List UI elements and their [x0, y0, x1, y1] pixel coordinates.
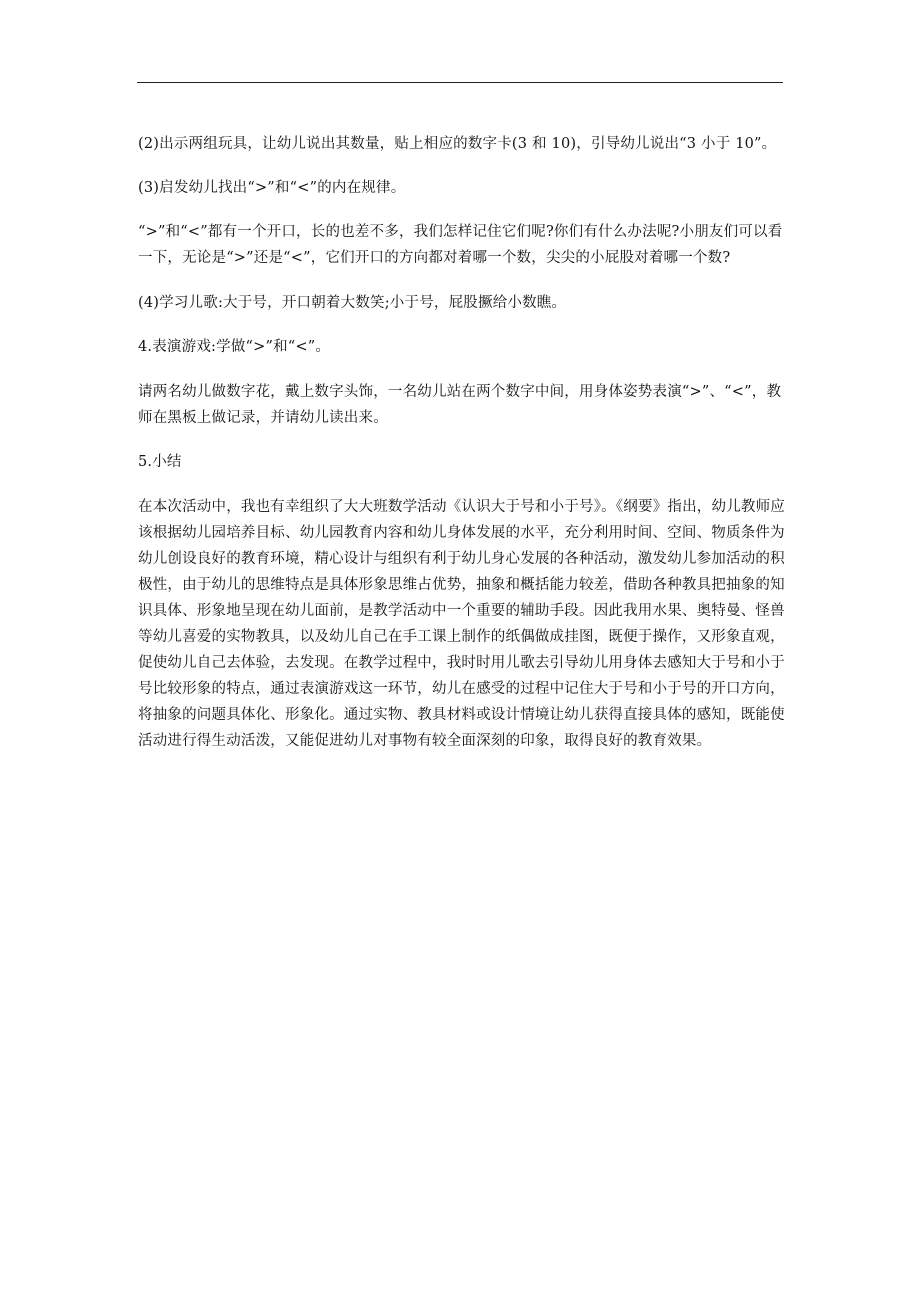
paragraph-step-3: (3)启发幼儿找出“>”和“<”的内在规律。: [138, 180, 406, 196]
paragraph-performance: 请两名幼儿做数字花，戴上数字头饰，一名幼儿站在两个数字中间，用身体姿势表演“>”、“<”，教师在黑板上做记录，并请幼儿读出来。: [138, 384, 782, 426]
section-heading-performance-game: 4.表演游戏:学做“>”和“<”。: [138, 339, 331, 355]
document-body: [138, 131, 786, 754]
paragraph-summary: 在本次活动中，我也有幸组织了大大班数学活动《认识大于号和小于号》。《纲要》指出，幼儿教师应该根据幼儿园培养目标、幼儿园教育内容和幼儿身体发展的水平，充分利用时间、空间、物质条件为幼儿创设良好的教育环境，精心设计与组织有利于幼儿身心发展的各种活动，激发幼儿参加活动的积极性，由于幼儿的思维特点是具体形象思维占优势，抽象和概括能力较差，借助各种教具把抽象的知识具体、形象地呈现在幼儿面前，是教学活动中一个重要的辅助手段。因此我用水果、奥特曼、怪兽等幼儿喜爱的实物教具，以及幼儿自己在手工课上制作的纸偶做成挂图，既便于操作，又形象直观，促使幼儿自己去体验，去发现。在教学过程中，我时时用儿歌去引导幼儿用身体去感知大于号和小于号比较形象的特点，通过表演游戏这一环节，幼儿在感受的过程中记住大于号和小于号的开口方向，将抽象的问题具体化、形象化。通过实物、教具材料或设计情境让幼儿获得直接具体的感知，既能使活动进行得生动活泼，又能促进幼儿对事物有较全面深刻的印象，取得良好的教育效果。: [138, 499, 785, 749]
paragraph-discussion: “>”和“<”都有一个开口，长的也差不多，我们怎样记住它们呢?你们有什么办法呢?小朋友们可以看一下，无论是“>”还是“<”，它们开口的方向都对着哪一个数，尖尖的小屁股对着哪一个数?: [138, 224, 783, 266]
paragraph-step-4: (4)学习儿歌:大于号，开口朝着大数笑;小于号，屁股撅给小数瞧。: [138, 295, 567, 311]
paragraph-step-2: (2)出示两组玩具，让幼儿说出其数量，贴上相应的数字卡(3 和 10)，引导幼儿说出“3 小于 10”。: [138, 136, 777, 152]
header-divider: [137, 82, 783, 83]
section-heading-summary: 5.小结: [138, 454, 182, 470]
